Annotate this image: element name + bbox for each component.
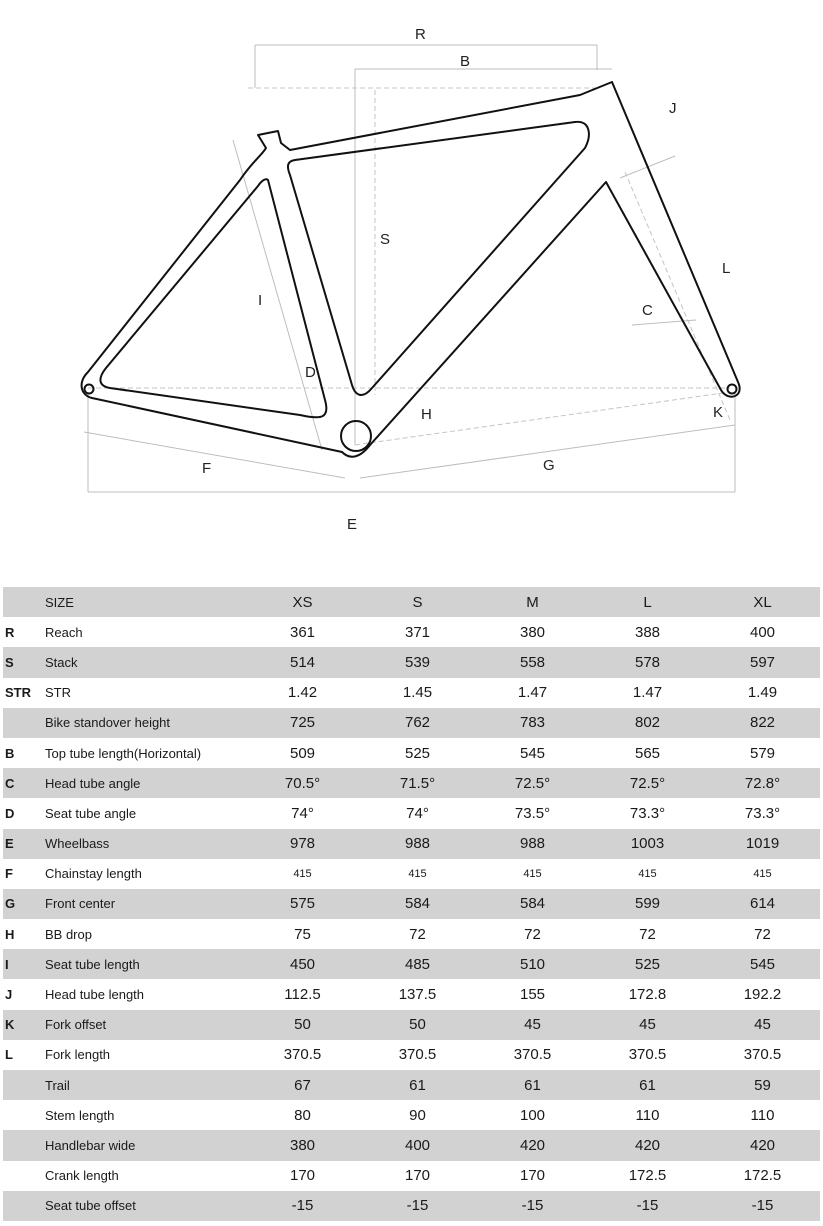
row-parameter-name: Fork offset xyxy=(45,1010,245,1040)
row-code: H xyxy=(5,926,15,942)
row-parameter-name: Chainstay length xyxy=(45,866,142,882)
frame-outline xyxy=(82,82,740,457)
row-value: 370.5 xyxy=(628,1046,667,1064)
table-row xyxy=(3,1040,820,1070)
row-value: 112.5 xyxy=(284,986,321,1004)
row-value: 90 xyxy=(409,1106,426,1124)
row-parameter-name: Reach xyxy=(45,624,83,640)
row-value: -15 xyxy=(590,1191,705,1221)
row-value: 802 xyxy=(590,708,705,738)
row-parameter-name: Top tube length(Horizontal) xyxy=(45,745,202,761)
table-row xyxy=(3,1161,820,1191)
label-j: J xyxy=(669,100,677,117)
table-row xyxy=(3,1130,820,1160)
row-value: 61 xyxy=(590,1070,705,1100)
row-value: 110 xyxy=(750,1106,775,1124)
row-code xyxy=(3,1070,45,1100)
row-value: 45 xyxy=(590,1010,705,1040)
row-value: 415 xyxy=(638,867,657,880)
row-value: 584 xyxy=(475,889,590,919)
row-parameter-name: Stack xyxy=(45,647,245,677)
row-value: 1003 xyxy=(590,829,705,859)
table-row xyxy=(3,859,820,889)
row-value: -15 xyxy=(475,1191,590,1221)
row-code: I xyxy=(3,949,45,979)
row-value: 370.5 xyxy=(513,1046,552,1064)
header-size-xs: XS xyxy=(245,587,360,617)
header-size-s: S xyxy=(360,587,475,617)
table-row xyxy=(3,617,820,647)
row-parameter-name: Fork length xyxy=(45,1047,111,1063)
row-value: 578 xyxy=(590,647,705,677)
row-value: 545 xyxy=(705,949,820,979)
frame-geometry-diagram xyxy=(0,0,823,560)
row-code xyxy=(3,1191,45,1221)
row-parameter-name: Head tube length xyxy=(45,987,145,1003)
row-parameter-name: Handlebar wide xyxy=(45,1130,245,1160)
fork-dropout xyxy=(728,385,737,394)
row-value: 415 xyxy=(408,867,427,880)
row-code: F xyxy=(5,866,13,882)
row-value: 514 xyxy=(245,647,360,677)
table-row xyxy=(3,979,820,1009)
row-value: 525 xyxy=(404,744,431,762)
table-row xyxy=(3,768,820,798)
row-value: 100 xyxy=(519,1106,546,1124)
row-value: 50 xyxy=(245,1010,360,1040)
row-value: 525 xyxy=(590,949,705,979)
row-value: 725 xyxy=(245,708,360,738)
row-value: 1019 xyxy=(705,829,820,859)
table-row xyxy=(3,1191,820,1221)
row-value: 510 xyxy=(475,949,590,979)
row-value: 72 xyxy=(524,925,541,943)
row-value: 420 xyxy=(590,1130,705,1160)
row-parameter-name: STR xyxy=(45,685,71,701)
label-d: D xyxy=(305,364,316,381)
row-value: 762 xyxy=(360,708,475,738)
row-parameter-name: Seat tube length xyxy=(45,949,245,979)
row-parameter-name: Head tube angle xyxy=(45,768,245,798)
row-value: 400 xyxy=(360,1130,475,1160)
table-row xyxy=(3,889,820,919)
geometry-table-body xyxy=(3,617,820,1221)
row-value: 614 xyxy=(705,889,820,919)
row-value: 73.3° xyxy=(744,804,781,822)
row-value: -15 xyxy=(245,1191,360,1221)
row-value: 1.42 xyxy=(287,684,318,702)
row-value: 545 xyxy=(519,744,546,762)
row-code xyxy=(3,1130,45,1160)
row-value: 45 xyxy=(475,1010,590,1040)
row-value: 137.5 xyxy=(398,986,437,1004)
row-value: 72 xyxy=(754,925,771,943)
row-value: -15 xyxy=(360,1191,475,1221)
row-value: 415 xyxy=(293,867,312,880)
row-value: 415 xyxy=(753,867,772,880)
row-parameter-name: Trail xyxy=(45,1070,245,1100)
row-value: 67 xyxy=(245,1070,360,1100)
rear-dropout xyxy=(85,385,94,394)
geometry-table xyxy=(3,587,820,1221)
row-code: G xyxy=(3,889,45,919)
row-value: 415 xyxy=(523,867,542,880)
row-value: 485 xyxy=(360,949,475,979)
row-value: 61 xyxy=(360,1070,475,1100)
dimension-labels xyxy=(202,26,730,533)
row-code xyxy=(3,1161,45,1191)
row-value: 72.8° xyxy=(705,768,820,798)
table-row xyxy=(3,1010,820,1040)
row-value: 170 xyxy=(404,1167,431,1185)
row-parameter-name: Crank length xyxy=(45,1168,119,1184)
label-g: G xyxy=(543,457,555,474)
row-parameter-name: BB drop xyxy=(45,926,92,942)
row-value: 584 xyxy=(360,889,475,919)
row-value: 72.5° xyxy=(590,768,705,798)
row-value: 72.5° xyxy=(475,768,590,798)
row-code: C xyxy=(3,768,45,798)
row-value: -15 xyxy=(705,1191,820,1221)
label-e: E xyxy=(347,516,358,533)
row-value: 170 xyxy=(289,1167,316,1185)
row-value: 74° xyxy=(291,804,314,822)
row-value: 73.3° xyxy=(629,804,666,822)
row-value: 1.45 xyxy=(402,684,433,702)
row-value: 420 xyxy=(705,1130,820,1160)
table-row xyxy=(3,678,820,708)
row-value: 50 xyxy=(360,1010,475,1040)
row-value: 370.5 xyxy=(398,1046,437,1064)
row-value: 565 xyxy=(634,744,661,762)
table-header-row xyxy=(3,587,820,617)
header-size-xl: XL xyxy=(705,587,820,617)
row-value: 370.5 xyxy=(283,1046,322,1064)
row-parameter-name: Seat tube offset xyxy=(45,1191,245,1221)
row-value: 80 xyxy=(294,1106,311,1124)
row-value: 70.5° xyxy=(245,768,360,798)
row-value: 509 xyxy=(289,744,316,762)
row-value: 72 xyxy=(639,925,656,943)
front-triangle-inner xyxy=(288,122,589,395)
row-value: 400 xyxy=(749,623,776,641)
dimension-lines xyxy=(84,45,735,492)
row-value: 172.5 xyxy=(628,1167,667,1185)
row-value: 579 xyxy=(749,744,776,762)
row-parameter-name: Bike standover height xyxy=(45,708,245,738)
row-value: 61 xyxy=(475,1070,590,1100)
table-row xyxy=(3,829,820,859)
row-value: 380 xyxy=(245,1130,360,1160)
row-value: 380 xyxy=(519,623,546,641)
row-value: 110 xyxy=(635,1106,660,1124)
label-c: C xyxy=(642,302,653,319)
row-value: 59 xyxy=(705,1070,820,1100)
row-code: E xyxy=(3,829,45,859)
row-value: 371 xyxy=(404,623,431,641)
row-value: 172.5 xyxy=(743,1167,782,1185)
row-value: 45 xyxy=(705,1010,820,1040)
row-value: 74° xyxy=(406,804,429,822)
row-code: R xyxy=(5,624,15,640)
row-value: 388 xyxy=(634,623,661,641)
row-code: K xyxy=(3,1010,45,1040)
row-value: 783 xyxy=(475,708,590,738)
row-value: 361 xyxy=(289,623,316,641)
row-value: 558 xyxy=(475,647,590,677)
table-row xyxy=(3,919,820,949)
row-value: 597 xyxy=(705,647,820,677)
row-code: D xyxy=(5,805,15,821)
header-size-m: M xyxy=(475,587,590,617)
table-row xyxy=(3,1070,820,1100)
label-s: S xyxy=(380,231,391,248)
row-value: 172.8 xyxy=(628,986,667,1004)
label-b: B xyxy=(460,53,471,70)
table-row xyxy=(3,949,820,979)
row-value: 599 xyxy=(590,889,705,919)
row-value: 539 xyxy=(360,647,475,677)
row-code xyxy=(3,1100,45,1130)
row-value: 450 xyxy=(245,949,360,979)
row-value: 1.49 xyxy=(747,684,778,702)
row-code: L xyxy=(5,1047,13,1063)
label-r: R xyxy=(415,26,426,43)
row-value: 370.5 xyxy=(743,1046,782,1064)
row-value: 978 xyxy=(245,829,360,859)
row-code: S xyxy=(3,647,45,677)
row-value: 75 xyxy=(294,925,311,943)
row-code xyxy=(3,708,45,738)
header-size-label: SIZE xyxy=(45,587,245,617)
row-code: B xyxy=(5,745,15,761)
row-value: 170 xyxy=(519,1167,546,1185)
row-parameter-name: Wheelbass xyxy=(45,829,245,859)
table-row xyxy=(3,708,820,738)
row-value: 155 xyxy=(519,986,546,1004)
row-parameter-name: Front center xyxy=(45,889,245,919)
row-parameter-name: Seat tube angle xyxy=(45,805,137,821)
label-h: H xyxy=(421,406,432,423)
table-row xyxy=(3,1100,820,1130)
row-value: 72 xyxy=(409,925,426,943)
label-k: K xyxy=(713,404,724,421)
header-code-cell xyxy=(3,587,45,617)
row-parameter-name: Stem length xyxy=(45,1107,115,1123)
table-row xyxy=(3,738,820,768)
row-value: 420 xyxy=(475,1130,590,1160)
label-i: I xyxy=(258,292,263,309)
row-value: 822 xyxy=(705,708,820,738)
row-value: 71.5° xyxy=(360,768,475,798)
bottom-bracket xyxy=(341,421,371,451)
header-size-l: L xyxy=(590,587,705,617)
row-value: 1.47 xyxy=(517,684,548,702)
row-value: 1.47 xyxy=(632,684,663,702)
row-code: STR xyxy=(5,685,31,701)
row-value: 73.5° xyxy=(514,804,551,822)
label-f: F xyxy=(202,460,212,477)
label-l: L xyxy=(722,260,731,277)
table-row xyxy=(3,798,820,828)
row-value: 988 xyxy=(475,829,590,859)
row-value: 988 xyxy=(360,829,475,859)
row-value: 192.2 xyxy=(743,986,782,1004)
row-code: J xyxy=(5,987,13,1003)
table-row xyxy=(3,647,820,677)
frame-outer-outline xyxy=(82,82,740,457)
row-value: 575 xyxy=(245,889,360,919)
